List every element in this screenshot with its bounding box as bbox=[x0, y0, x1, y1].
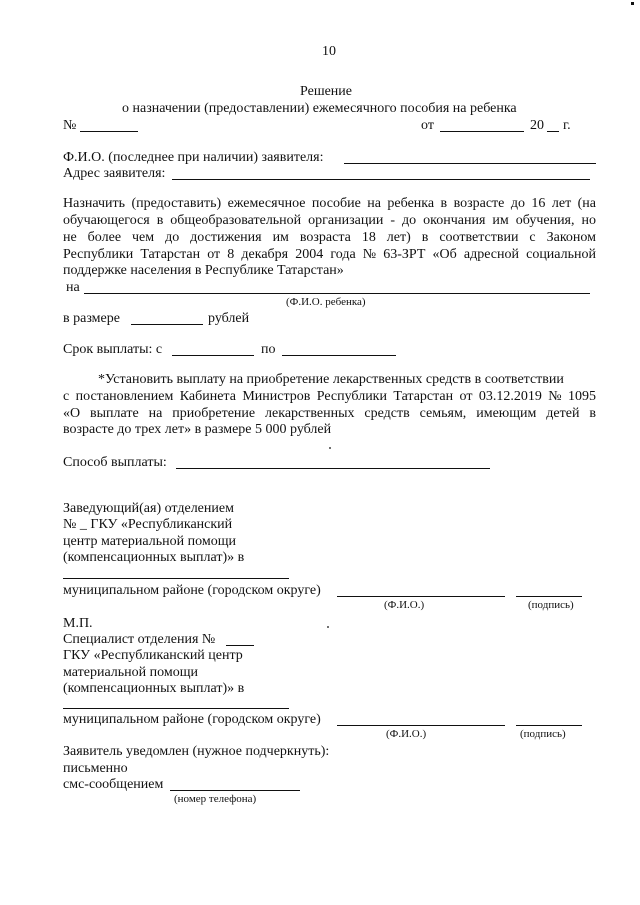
year-suffix: г. bbox=[563, 118, 571, 133]
child-na-label: на bbox=[66, 280, 80, 295]
head-block-line-3: центр материальной помощи bbox=[63, 534, 236, 549]
main-paragraph-line-2: обучающегося в общеобразовательной организации - до окончания им обучения, но bbox=[63, 213, 596, 228]
specialist-municipal-label: муниципальном районе (городском округе) bbox=[63, 712, 321, 727]
applicant-address-label: Адрес заявителя: bbox=[63, 166, 166, 181]
applicant-fio-label: Ф.И.О. (последнее при наличии) заявителя: bbox=[63, 150, 324, 165]
head-municipal-label: муниципальном районе (городском округе) bbox=[63, 583, 321, 598]
specialist-signature-field[interactable] bbox=[516, 725, 582, 726]
medicine-paragraph-line-4: возрасте до трех лет» в размере 5 000 рублей bbox=[63, 422, 332, 437]
specialist-signature-caption: (подпись) bbox=[520, 728, 566, 740]
rubles-label: рублей bbox=[208, 311, 250, 326]
specialist-block-line-3: материальной помощи bbox=[63, 665, 198, 680]
amount-label: в размере bbox=[63, 311, 120, 326]
head-fio-caption: (Ф.И.О.) bbox=[384, 599, 425, 611]
payment-method-field[interactable] bbox=[176, 468, 490, 469]
applicant-address-field[interactable] bbox=[172, 179, 590, 180]
head-block-line-1: Заведующий(ая) отделением bbox=[63, 501, 234, 516]
child-fio-field[interactable] bbox=[84, 293, 590, 294]
main-paragraph-line-3: не более чем до достижения им возраста 18 лет) в соответствии с Законом bbox=[63, 230, 596, 245]
date-from-label: от bbox=[421, 118, 434, 133]
number-field[interactable] bbox=[80, 131, 138, 132]
applicant-fio-field[interactable] bbox=[344, 163, 596, 164]
document-subtitle: о назначении (предоставлении) ежемесячного пособия на ребенка bbox=[122, 101, 517, 116]
main-paragraph-line-4: Республики Татарстан от 8 декабря 2004 года № 63-ЗРТ «Об адресной социальной bbox=[63, 247, 596, 262]
medicine-paragraph-line-3: «О выплате на приобретение лекарственных средств семьям, имеющим детей в bbox=[63, 406, 596, 421]
specialist-dept-number-field[interactable] bbox=[226, 645, 254, 646]
head-signature-field[interactable] bbox=[516, 596, 582, 597]
main-paragraph-line-5: поддержке населения в Республике Татарстан» bbox=[63, 263, 344, 278]
payment-method-label: Способ выплаты: bbox=[63, 455, 167, 470]
specialist-block-line-2: ГКУ «Республиканский центр bbox=[63, 648, 243, 663]
period-to-field[interactable] bbox=[282, 355, 396, 356]
specialist-block-line-4: (компенсационных выплат)» в bbox=[63, 681, 245, 696]
child-fio-caption: (Ф.И.О. ребенка) bbox=[286, 296, 366, 308]
year-label: 20 bbox=[530, 118, 544, 133]
specialist-fio-caption: (Ф.И.О.) bbox=[386, 728, 427, 740]
amount-field[interactable] bbox=[131, 324, 203, 325]
head-block-line-2: № _ ГКУ «Республиканский bbox=[63, 517, 233, 532]
phone-number-caption: (номер телефона) bbox=[174, 793, 257, 805]
number-label: № bbox=[63, 118, 77, 133]
medicine-paragraph-line-1: *Установить выплату на приобретение лекарственных средств в соответствии bbox=[98, 372, 564, 387]
document-title: Решение bbox=[300, 84, 353, 99]
head-block-line-4: (компенсационных выплат)» в bbox=[63, 550, 245, 565]
notified-sms-option[interactable]: смс-сообщением bbox=[63, 777, 164, 792]
seal-label: М.П. bbox=[63, 616, 93, 631]
page-number: 10 bbox=[322, 44, 336, 59]
period-from-field[interactable] bbox=[172, 355, 254, 356]
notified-written-option[interactable]: письменно bbox=[63, 761, 128, 776]
medicine-paragraph-line-2: с постановлением Кабинета Министров Республики Татарстан от 03.12.2019 № 1095 bbox=[63, 389, 596, 404]
phone-number-field[interactable] bbox=[170, 790, 300, 791]
head-municipality-field[interactable] bbox=[63, 578, 289, 579]
date-field[interactable] bbox=[440, 131, 524, 132]
period-from-label: Срок выплаты: с bbox=[63, 342, 163, 357]
period-to-label: по bbox=[261, 342, 276, 357]
head-fio-field[interactable] bbox=[337, 596, 505, 597]
specialist-municipality-field[interactable] bbox=[63, 708, 289, 709]
year-field[interactable] bbox=[547, 131, 559, 132]
specialist-block-line-1: Специалист отделения № bbox=[63, 632, 216, 647]
specialist-fio-field[interactable] bbox=[337, 725, 505, 726]
scan-speck bbox=[329, 447, 331, 449]
scan-speck-2 bbox=[327, 626, 329, 628]
main-paragraph-line-1: Назначить (предоставить) ежемесячное пособие на ребенка в возрасте до 16 лет (на bbox=[63, 196, 596, 211]
head-signature-caption: (подпись) bbox=[528, 599, 574, 611]
notified-label: Заявитель уведомлен (нужное подчеркнуть): bbox=[63, 744, 330, 759]
scan-mark bbox=[631, 2, 634, 5]
